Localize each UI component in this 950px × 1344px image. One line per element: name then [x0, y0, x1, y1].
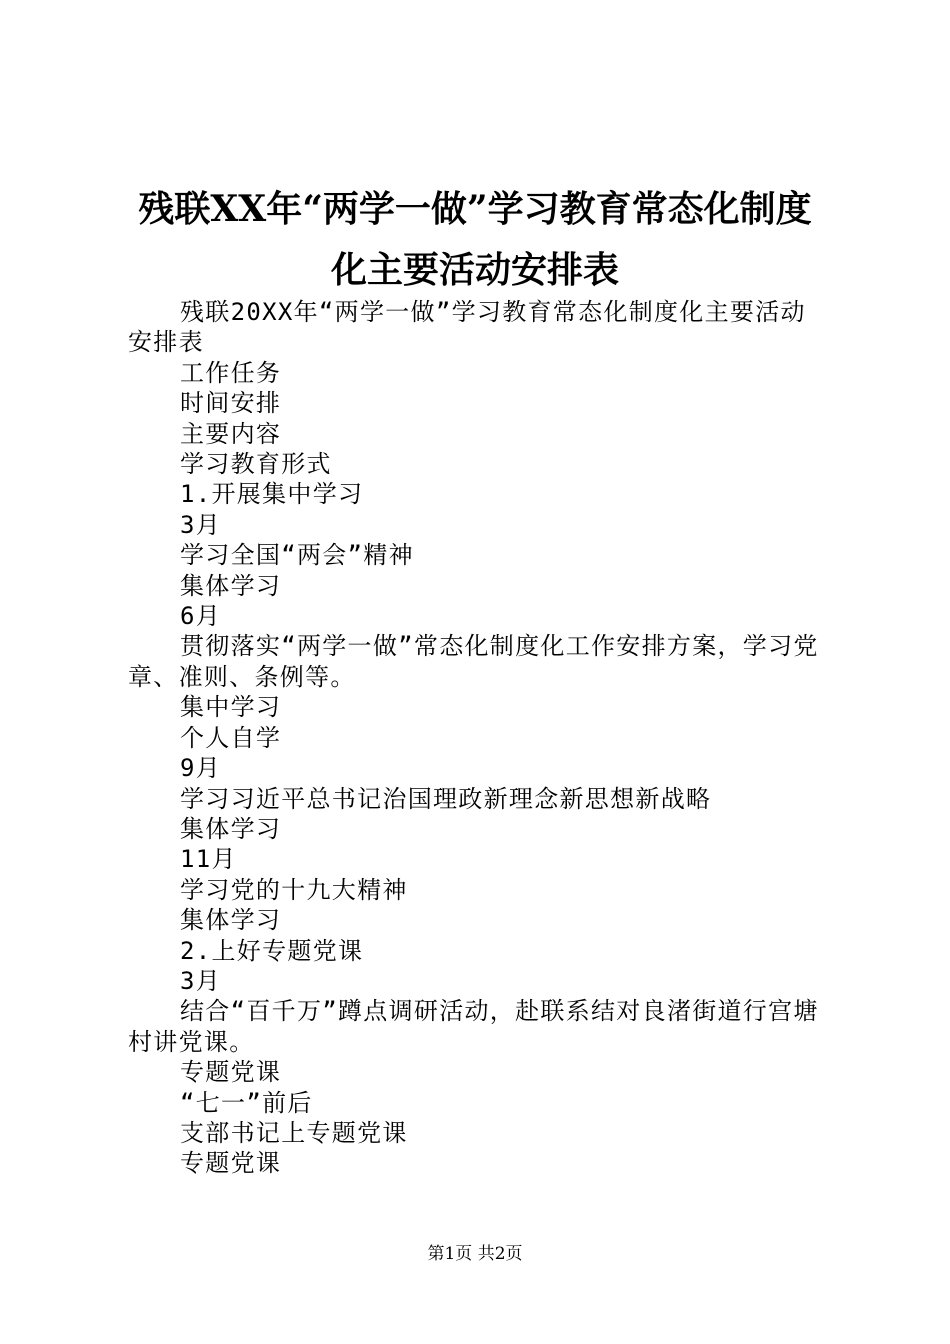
paragraph: 2.上好专题党课: [180, 936, 364, 965]
paragraph: 个人自学: [180, 723, 282, 752]
paragraph: 3月: [180, 966, 222, 995]
paragraph: 主要内容: [180, 419, 282, 448]
paragraph: 学习全国“两会”精神: [180, 541, 414, 570]
document-body: [128, 297, 828, 1179]
paragraph: 6月: [180, 602, 222, 631]
paragraph: 学习习近平总书记治国理政新理念新思想新战略: [180, 784, 712, 813]
paragraph: 工作任务: [180, 358, 282, 387]
paragraph: 集体学习: [180, 571, 282, 600]
paragraph: 集体学习: [180, 906, 282, 935]
paragraph: 专题党课: [180, 1058, 282, 1087]
paragraph: 贯彻落实“两学一做”常态化制度化工作安排方案，学习党章、准则、条例等。: [128, 632, 819, 691]
paragraph: 3月: [180, 510, 222, 539]
page-footer: 第1页 共2页: [427, 1244, 523, 1264]
paragraph: 集体学习: [180, 814, 282, 843]
paragraph: 学习党的十九大精神: [180, 875, 408, 904]
paragraph: 9月: [180, 754, 222, 783]
paragraph: 11月: [180, 845, 237, 874]
paragraph: 专题党课: [180, 1149, 282, 1178]
paragraph: 1.开展集中学习: [180, 480, 364, 509]
document-title-line-1: 残联XX年“两学一做”学习教育常态化制度: [138, 188, 812, 230]
paragraph: 学习教育形式: [180, 450, 332, 479]
paragraph: 结合“百千万”蹲点调研活动，赴联系结对良渚街道行宫塘村讲党课。: [128, 997, 819, 1056]
paragraph: 残联20XX年“两学一做”学习教育常态化制度化主要活动安排表: [128, 298, 806, 357]
document-title-line-2: 化主要活动安排表: [330, 249, 619, 291]
paragraph: “七一”前后: [180, 1088, 313, 1117]
paragraph: 时间安排: [180, 389, 282, 418]
paragraph: 支部书记上专题党课: [180, 1118, 408, 1147]
paragraph: 集中学习: [180, 693, 282, 722]
